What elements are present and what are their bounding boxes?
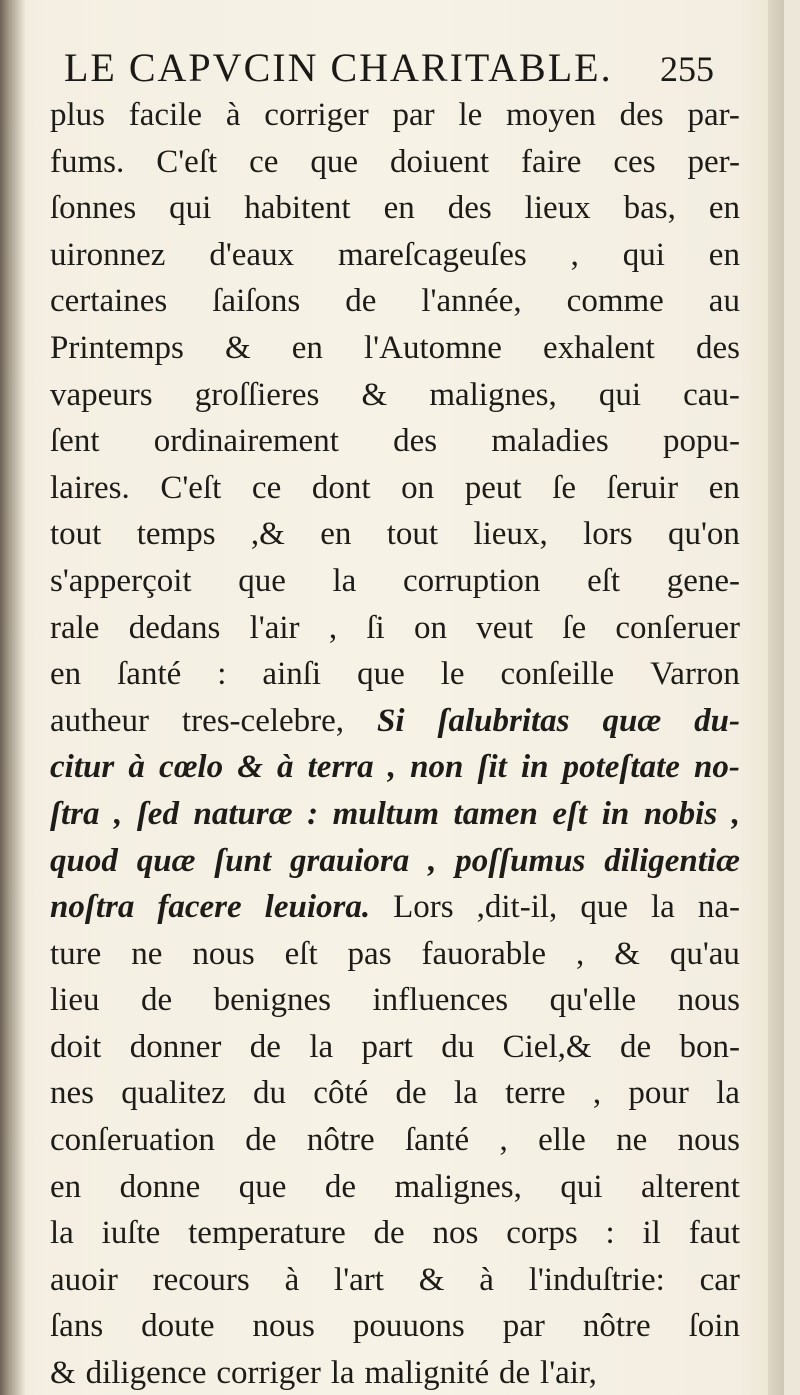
word: tamen (453, 795, 538, 832)
word: ſit (477, 749, 507, 786)
word: il (642, 1215, 661, 1252)
word: ce (249, 143, 279, 180)
word: facere (157, 889, 242, 926)
word: que (310, 143, 359, 180)
word: leuiora. (264, 889, 371, 926)
word: & (224, 329, 251, 366)
word: à (225, 97, 241, 133)
word: in (520, 749, 549, 786)
running-header (64, 44, 714, 96)
text-line (50, 1210, 740, 1257)
word: qu'on (667, 516, 740, 553)
word: exhalent (543, 329, 655, 366)
word: corriger (216, 1355, 321, 1392)
word: par (392, 97, 435, 133)
word: à (284, 1261, 300, 1298)
word: corruption (402, 562, 541, 599)
word: de (249, 1028, 281, 1065)
word: nôtre (582, 1308, 651, 1345)
text-line (50, 1117, 740, 1164)
text-line (50, 1024, 740, 1071)
word: du (253, 1075, 287, 1112)
word: ſanté (404, 1122, 470, 1159)
word: la (330, 1355, 355, 1392)
word: de (395, 1075, 427, 1112)
word: maladies (491, 423, 609, 460)
word: eſt (552, 795, 588, 832)
word: , (592, 1075, 602, 1112)
text-line (50, 1350, 740, 1395)
word: fauorable (421, 935, 547, 972)
text-line (50, 278, 740, 325)
word: ainſi (262, 656, 322, 693)
word: on (401, 469, 435, 506)
word: du (441, 1028, 475, 1065)
word: de (498, 1355, 531, 1392)
word: malignes, (429, 376, 557, 413)
word: la (332, 562, 357, 599)
word: certaines (50, 283, 168, 320)
word: ſeruir (606, 469, 679, 506)
word: nes (50, 1075, 94, 1112)
word: ſtra (50, 795, 100, 832)
word: en (320, 516, 352, 553)
word: , (576, 935, 585, 972)
word: l'induſtrie: (528, 1261, 665, 1298)
word: nous (192, 935, 255, 972)
word: doute (141, 1308, 215, 1345)
word: en (708, 236, 740, 273)
word: l'air, (540, 1355, 597, 1392)
word: Lors (393, 889, 454, 926)
page-number: 255 (660, 49, 714, 89)
word: le (458, 97, 483, 133)
word: des (619, 97, 664, 133)
word: C'eſt (160, 469, 222, 506)
word: , (731, 795, 740, 832)
word: ce (251, 469, 282, 506)
word: groſſieres (194, 376, 320, 413)
word: faire (520, 143, 582, 180)
text-line (50, 185, 740, 232)
word: ſonnes (50, 190, 137, 227)
word: ſe (552, 469, 577, 506)
word: que (357, 656, 405, 693)
word: car (699, 1261, 740, 1298)
word: autheur (50, 702, 149, 739)
word: , (570, 236, 579, 273)
word: l'Automne (364, 329, 502, 366)
word: cœlo (158, 749, 224, 786)
word: en (50, 1168, 82, 1205)
word: quæ (136, 842, 196, 879)
word: lieux (524, 190, 591, 227)
word: no- (694, 749, 740, 786)
word: malignité (364, 1355, 490, 1392)
word: : (307, 795, 319, 832)
word: doit (50, 1028, 102, 1065)
word: comme (566, 283, 664, 320)
text-line (50, 791, 740, 838)
text-line (50, 744, 740, 791)
word: tout (386, 516, 439, 553)
word: poſſumus (455, 842, 586, 879)
word: que (580, 889, 628, 926)
word: na- (697, 889, 740, 926)
binding-gutter-shadow (0, 0, 26, 1395)
word: en (708, 469, 740, 506)
word: habitent (244, 190, 351, 227)
word: , (114, 795, 123, 832)
text-line (50, 605, 740, 652)
word: , (387, 749, 397, 786)
word: & (237, 749, 263, 786)
running-title: LE CAPVCIN CHARITABLE. (64, 45, 613, 90)
word: donne (119, 1168, 201, 1205)
text-line (50, 92, 740, 139)
word: qui (598, 376, 642, 413)
word: à (277, 749, 294, 786)
word: ne (131, 935, 163, 972)
text-line (50, 139, 740, 186)
word: qui (622, 236, 665, 273)
word: s'apperçoit (50, 562, 192, 599)
word: & (418, 1261, 445, 1298)
word: qui (169, 190, 212, 227)
text-line (50, 232, 740, 279)
word: corriger (264, 97, 369, 133)
word: lieu (50, 982, 100, 1019)
word: en (50, 656, 82, 693)
text-line (50, 418, 740, 465)
word: de (245, 1122, 277, 1159)
word: Si (377, 702, 405, 739)
text-line (50, 698, 740, 745)
word: conſeille (500, 656, 615, 693)
word: moyen (506, 97, 596, 133)
word: l'année, (421, 283, 522, 320)
word: : (217, 656, 227, 693)
word: lors (583, 516, 633, 553)
word: tres-celebre, (181, 702, 345, 739)
word: nous (677, 982, 740, 1019)
word: per- (687, 143, 740, 180)
word: multum (332, 795, 439, 832)
text-line (50, 558, 740, 605)
word: , (499, 1122, 508, 1159)
word: par (502, 1308, 545, 1345)
word: quod (50, 842, 118, 879)
word: de (373, 1215, 405, 1252)
word: laires. (50, 469, 130, 506)
word: eſt (284, 935, 318, 972)
word: la (309, 1028, 334, 1065)
word: terre (505, 1075, 566, 1112)
word: en (383, 190, 415, 227)
word: temps (136, 516, 216, 553)
word: ſaiſons (212, 283, 301, 320)
word: qui (560, 1168, 603, 1205)
word: in (601, 795, 630, 832)
word: lieux, (473, 516, 548, 553)
word: , (428, 842, 437, 879)
word: & (361, 376, 388, 413)
word: & (614, 935, 640, 972)
text-line (50, 465, 740, 512)
word: rale (50, 609, 100, 646)
word: au (708, 283, 740, 320)
word: grauiora (290, 842, 410, 879)
word: la (651, 889, 675, 926)
word: ſalubritas (437, 702, 570, 739)
word: nobis (643, 795, 718, 832)
word: popu- (663, 423, 740, 460)
word: la (453, 1075, 478, 1112)
word: du- (694, 702, 740, 739)
text-line (50, 1164, 740, 1211)
page-edge (768, 0, 784, 1395)
word: pouuons (352, 1308, 465, 1345)
word: benignes (213, 982, 331, 1019)
word: ſe (562, 609, 587, 646)
word: poteſtate (562, 749, 680, 786)
word: mareſcageuſes (337, 236, 527, 273)
word: facile (128, 97, 203, 133)
word: non (410, 749, 464, 786)
word: en (708, 190, 740, 227)
word: conſeruation (50, 1122, 215, 1159)
word: diligence (85, 1355, 207, 1392)
word: gene- (666, 562, 740, 599)
word: naturæ (193, 795, 293, 832)
word: d'eaux (209, 236, 295, 273)
word: terra (307, 749, 374, 786)
word: des (393, 423, 438, 460)
word: doiuent (390, 143, 490, 180)
word: & (50, 1355, 76, 1392)
text-line (50, 977, 740, 1024)
word: ſoin (688, 1308, 740, 1345)
word: faut (688, 1215, 740, 1252)
word: corps (506, 1215, 578, 1252)
word: le (440, 656, 465, 693)
word: ſanté (117, 656, 182, 693)
word: en (291, 329, 323, 366)
word: ſent (50, 423, 100, 460)
word: on (413, 609, 447, 646)
word: : (605, 1215, 615, 1252)
word: elle (538, 1122, 586, 1159)
word: tout (50, 516, 102, 553)
word: l'art (334, 1261, 384, 1298)
word: à (479, 1261, 494, 1298)
text-line (50, 651, 740, 698)
word: dont (311, 469, 371, 506)
word: des (447, 190, 492, 227)
word: que (238, 1168, 287, 1205)
word: nôtre (306, 1122, 375, 1159)
word: temperature (188, 1215, 346, 1252)
word: de (619, 1028, 652, 1065)
text-line (50, 372, 740, 419)
word: part (361, 1028, 413, 1065)
word: cau- (683, 376, 740, 413)
word: donner (129, 1028, 222, 1065)
text-line (50, 884, 740, 931)
word: l'air (249, 609, 300, 646)
word: ne (616, 1122, 648, 1159)
word: Printemps (50, 329, 184, 366)
word: conſeruer (615, 609, 740, 646)
word: nos (432, 1215, 479, 1252)
word: qualitez (121, 1075, 226, 1112)
word: uironnez (50, 236, 166, 273)
word: quæ (602, 702, 662, 739)
word: iuſte (101, 1215, 161, 1252)
word: pas (347, 935, 392, 972)
word: des (695, 329, 740, 366)
word: noſtra (50, 889, 135, 926)
word: ſunt (214, 842, 272, 879)
word: bon- (679, 1028, 740, 1065)
word: ,& (250, 516, 285, 553)
word: ces (613, 143, 656, 180)
word: citur (50, 749, 115, 786)
word: nous (252, 1308, 315, 1345)
word: C'eſt (156, 143, 218, 180)
text-line (50, 931, 740, 978)
word: que (238, 562, 286, 599)
word: côté (313, 1075, 369, 1112)
text-line (50, 511, 740, 558)
word: Varron (650, 656, 740, 693)
word: de (140, 982, 173, 1019)
word: plus (50, 97, 106, 133)
word: dedans (128, 609, 221, 646)
text-line (50, 1070, 740, 1117)
word: ſi (366, 609, 385, 646)
word: ſans (50, 1308, 104, 1345)
body-text (50, 92, 740, 1395)
word: qu'au (669, 935, 740, 972)
word: diligentiæ (604, 842, 740, 879)
word: qu'elle (549, 982, 637, 1019)
word: , (328, 609, 338, 646)
word: veut (476, 609, 534, 646)
word: auoir (50, 1261, 118, 1298)
word: de (345, 283, 377, 320)
word: bas, (623, 190, 676, 227)
text-line (50, 1257, 740, 1304)
word: malignes, (394, 1168, 522, 1205)
word: à (128, 749, 145, 786)
word: recours (152, 1261, 250, 1298)
word: pour (628, 1075, 689, 1112)
word: la (50, 1215, 74, 1252)
word: vapeurs (50, 376, 153, 413)
word: la (716, 1075, 740, 1112)
word: eſt (587, 562, 621, 599)
text-line (50, 325, 740, 372)
word: alterent (641, 1168, 740, 1205)
word: peut (464, 469, 522, 506)
word: influences (372, 982, 509, 1019)
word: fums. (50, 143, 125, 180)
word: ordinairement (153, 423, 339, 460)
word: ſed (136, 795, 179, 832)
text-line (50, 1303, 740, 1350)
text-line (50, 838, 740, 885)
word: ,dit-il, (476, 889, 558, 926)
word: ture (50, 935, 102, 972)
word: Ciel,& (502, 1028, 592, 1065)
word: par- (687, 97, 740, 133)
word: nous (677, 1122, 740, 1159)
word: de (324, 1168, 357, 1205)
